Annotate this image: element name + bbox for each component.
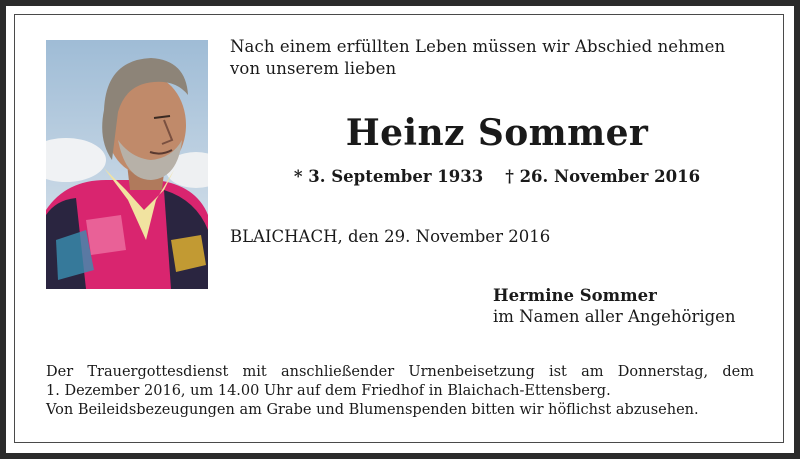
place-and-date: BLAICHACH, den 29. November 2016 xyxy=(230,227,551,246)
intro-text xyxy=(230,36,770,80)
obituary-page xyxy=(6,6,794,453)
signer-name: Hermine Sommer xyxy=(493,286,657,305)
signer-block xyxy=(493,285,736,327)
deceased-name: Heinz Sommer xyxy=(345,112,649,154)
intro-line-2: von unserem lieben xyxy=(230,59,397,78)
funeral-line-3: Von Beileidsbezeugungen am Grabe und Blumenspenden bitten wir höflichst abzusehen. xyxy=(46,402,699,418)
birth-date: * 3. September 1933 xyxy=(293,167,484,186)
portrait-photo xyxy=(46,40,208,289)
signer-subline: im Namen aller Angehörigen xyxy=(493,307,736,326)
funeral-notice xyxy=(46,363,754,420)
funeral-line-1: Der Trauergottesdienst mit anschließender Urnenbeisetzung ist am Donnerstag, dem xyxy=(46,364,754,380)
funeral-line-2: 1. Dezember 2016, um 14.00 Uhr auf dem Friedhof in Blaichach-Ettensberg. xyxy=(46,383,611,399)
death-date: † 26. November 2016 xyxy=(505,167,701,186)
intro-line-1: Nach einem erfüllten Leben müssen wir Abschied nehmen xyxy=(230,37,726,56)
life-dates xyxy=(230,166,764,188)
